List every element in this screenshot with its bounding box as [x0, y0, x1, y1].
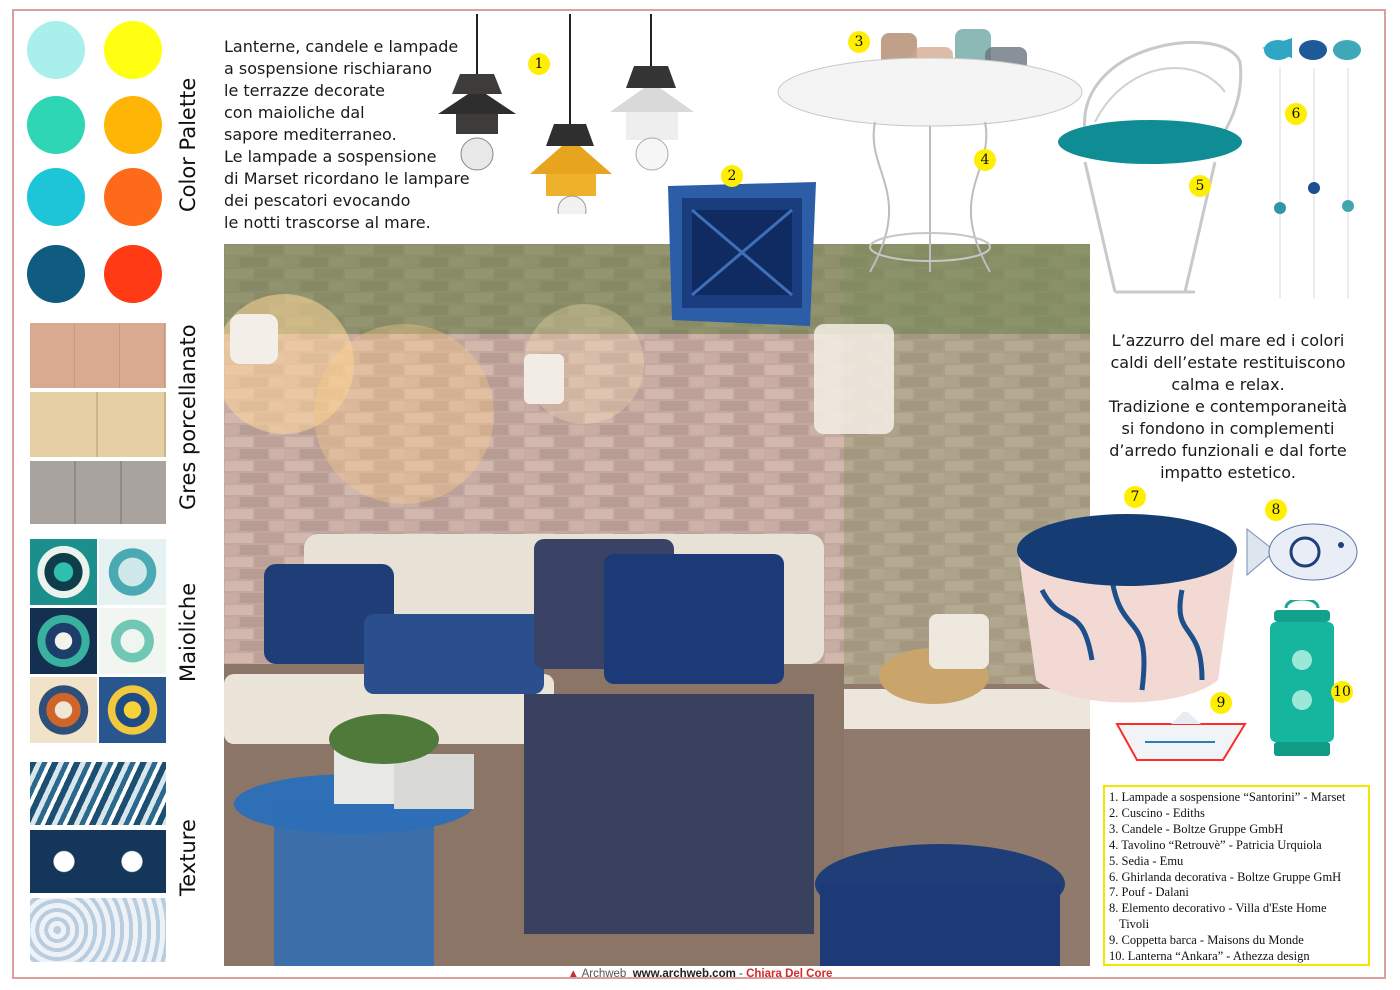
boat-bowl-image	[1115, 712, 1247, 772]
right-line: d’arredo funzionali e dal forte	[1109, 441, 1347, 460]
texture-tile-zebra	[30, 762, 166, 825]
marker-2: 2	[721, 165, 743, 187]
legend-item: 3. Candele - Boltze Gruppe GmbH	[1109, 821, 1284, 836]
color-palette-label: Color Palette	[176, 77, 200, 212]
chair-image	[1055, 22, 1250, 302]
swatch-7	[27, 245, 85, 303]
marker-8: 8	[1265, 499, 1287, 521]
majolica-tile	[30, 608, 97, 674]
swatch-8	[104, 245, 162, 303]
legend-item: 1. Lampade a sospensione “Santorini” - Marset	[1109, 790, 1346, 804]
intro-line: le terrazze decorate	[224, 81, 385, 100]
footer-separator: -	[739, 968, 743, 980]
marker-10: 10	[1331, 681, 1353, 703]
marker-5: 5	[1189, 175, 1211, 197]
right-line: impatto estetico.	[1160, 463, 1296, 482]
majolica-tile	[99, 677, 166, 743]
gres-tile-grey	[30, 461, 166, 524]
majolica-tile	[30, 677, 97, 743]
majolica-tile	[30, 539, 97, 605]
legend-item: 2. Cuscino - Ediths	[1109, 805, 1205, 820]
marker-4: 4	[974, 149, 996, 171]
texture-tile-ornament	[30, 898, 166, 962]
texture-tile-floral	[30, 830, 166, 893]
marker-6: 6	[1285, 103, 1307, 125]
pendant-lamps-image	[430, 14, 700, 214]
texture-label: Texture	[176, 819, 200, 896]
fish-image	[1245, 515, 1360, 590]
footer-url-link[interactable]: www.archweb.com	[632, 968, 736, 980]
swatch-6	[104, 168, 162, 226]
garland-image	[1262, 28, 1372, 308]
footer	[0, 968, 1400, 980]
right-description	[1108, 330, 1348, 484]
lantern-image	[1262, 600, 1342, 760]
intro-line: le notti trascorse al mare.	[224, 213, 431, 232]
legend-item: 8. Elemento decorativo - Villa d'Este Home	[1109, 901, 1327, 916]
gres-tile-terracotta	[30, 323, 166, 388]
legend-item: 10. Lanterna “Ankara” - Athezza design	[1109, 949, 1310, 964]
pouf-image	[1012, 510, 1242, 710]
terrace-photo	[224, 244, 1090, 966]
gres-label: Gres porcellanato	[176, 324, 200, 510]
marker-1: 1	[528, 53, 550, 75]
gres-tile-beige	[30, 392, 166, 457]
marker-3: 3	[848, 31, 870, 53]
intro-line: dei pescatori evocando	[224, 191, 411, 210]
swatch-4	[104, 96, 162, 154]
maioliche-label: Maioliche	[176, 582, 200, 682]
intro-line: Lanterne, candele e lampade	[224, 37, 459, 56]
intro-line: con maioliche dal	[224, 103, 365, 122]
right-line: Tradizione e contemporaneità	[1108, 397, 1348, 416]
swatch-2	[104, 21, 162, 79]
legend-item: 7. Pouf - Dalani	[1109, 885, 1189, 900]
intro-line: sapore mediterraneo.	[224, 125, 397, 144]
intro-line: a sospensione rischiarano	[224, 59, 432, 78]
legend-item: 5. Sedia - Emu	[1109, 853, 1184, 868]
archweb-logo-icon: ▲	[567, 968, 580, 980]
right-line: caldi dell’estate restituiscono	[1110, 353, 1346, 372]
swatch-3	[27, 96, 85, 154]
marker-7: 7	[1124, 486, 1146, 508]
right-line: L’azzurro del mare ed i colori	[1111, 331, 1345, 350]
intro-line: di Marset ricordano le lampare	[224, 169, 470, 188]
footer-brand: Archweb	[581, 968, 627, 980]
right-line: calma e relax.	[1171, 375, 1285, 394]
product-legend	[1103, 785, 1370, 966]
intro-line: Le lampade a sospensione	[224, 147, 437, 166]
marker-9: 9	[1210, 692, 1232, 714]
table-image	[775, 52, 1085, 282]
legend-item: Tivoli	[1119, 917, 1150, 932]
majolica-tile	[99, 608, 166, 674]
swatch-5	[27, 168, 85, 226]
terrace-scene	[224, 244, 1090, 966]
legend-item: 6. Ghirlanda decorativa - Boltze Gruppe GmH	[1109, 869, 1342, 884]
swatch-1	[27, 21, 85, 79]
right-line: si fondono in complementi	[1121, 419, 1335, 438]
footer-author: Chiara Del Core	[746, 968, 833, 980]
legend-item: 9. Coppetta barca - Maisons du Monde	[1109, 933, 1304, 948]
legend-item: 4. Tavolino “Retrouvè” - Patricia Urquiola	[1109, 837, 1322, 852]
majolica-tile	[99, 539, 166, 605]
